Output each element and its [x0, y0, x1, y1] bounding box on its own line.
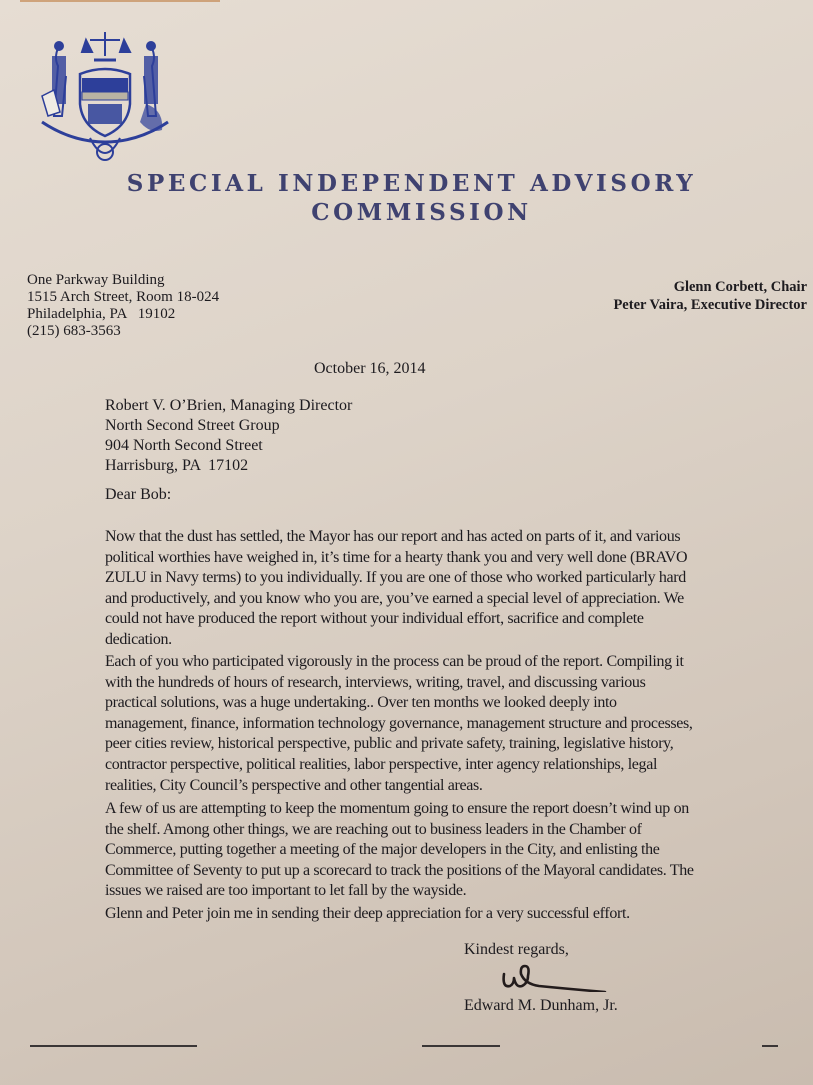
recipient-line: Harrisburg, PA 17102 — [105, 457, 249, 474]
commission-title-line2: COMMISSION — [311, 199, 532, 226]
text-line: could not have produced the report without your individual effort, sacrifice and complete — [105, 610, 644, 628]
paper-edge — [20, 0, 220, 2]
text-line: peer cities review, historical perspective, public and private safety, training, legislative history, — [105, 735, 674, 753]
text-line: dedication. — [105, 630, 172, 648]
commission-title-line1: SPECIAL INDEPENDENT ADVISORY — [126, 170, 697, 197]
text-line: practical solutions, was a huge undertaking.. Over ten months we looked deeply into — [105, 694, 617, 712]
text-line: Glenn and Peter join me in sending their deep appreciation for a very successful effort. — [105, 905, 630, 922]
text-line: contractor perspective, political realities, labor perspective, inter agency relationships, legal — [105, 755, 658, 773]
city-seal-icon — [34, 26, 176, 162]
phone-number: (215) 683-3563 — [27, 323, 121, 339]
footer-rule — [422, 1045, 500, 1047]
address-line: One Parkway Building — [27, 272, 165, 288]
text-line: the shelf. Among other things, we are reaching out to business leaders in the Chamber of — [105, 820, 642, 838]
body-paragraph-1 — [105, 527, 805, 651]
text-line: and productively, and you know who you are, you’ve earned a special level of appreciation. We — [105, 589, 684, 607]
address-line: 1515 Arch Street, Room 18-024 — [27, 289, 220, 305]
text-line: issues we raised are too important to let fall by the wayside. — [105, 882, 467, 900]
body-paragraph-2 — [105, 652, 805, 796]
text-line: Each of you who participated vigorously in the process can be proud of the report. Compiling it — [105, 653, 684, 670]
commission-officers — [613, 278, 807, 314]
text-line: A few of us are attempting to keep the momentum going to ensure the report doesn’t wind up on — [105, 800, 689, 817]
letter-date: October 16, 2014 — [314, 360, 426, 377]
address-line: Philadelphia, PA 19102 — [27, 306, 176, 322]
recipient-line: Robert V. O’Brien, Managing Director — [105, 397, 353, 414]
text-line: realities, City Council’s perspective and other tangential areas. — [105, 776, 483, 794]
recipient-block — [105, 396, 352, 476]
recipient-line: North Second Street Group — [105, 417, 280, 434]
chair-name: Glenn Corbett, Chair — [673, 279, 807, 295]
closing: Kindest regards, — [464, 941, 569, 958]
signer-name: Edward M. Dunham, Jr. — [464, 997, 618, 1014]
footer-rule — [30, 1045, 197, 1047]
body-paragraph-3 — [105, 799, 805, 902]
text-line: with the hundreds of hours of research, interviews, writing, travel, and discussing various — [105, 673, 646, 691]
executive-director-name: Peter Vaira, Executive Director — [613, 297, 807, 313]
text-line: Now that the dust has settled, the Mayor has our report and has acted on parts of it, and various — [105, 528, 681, 545]
commission-address — [27, 272, 219, 340]
text-line: management, finance, information technology governance, management structure and processes, — [105, 714, 693, 732]
recipient-line: 904 North Second Street — [105, 437, 263, 454]
body-paragraph-4 — [105, 904, 805, 925]
text-line: Committee of Seventy to put up a scorecard to track the positions of the Mayoral candidates. The — [105, 861, 694, 879]
handwritten-signature — [500, 960, 610, 992]
text-line: ZULU in Navy terms) to you individually. If you are one of those who worked particularly hard — [105, 569, 686, 587]
text-line: political worthies have weighed in, it’s time for a hearty thank you and very well done (BRAVO — [105, 548, 688, 566]
salutation: Dear Bob: — [105, 486, 172, 503]
text-line: Commerce, putting together a meeting of the major developers in the City, and enlisting the — [105, 841, 660, 859]
footer-rule — [762, 1045, 778, 1047]
